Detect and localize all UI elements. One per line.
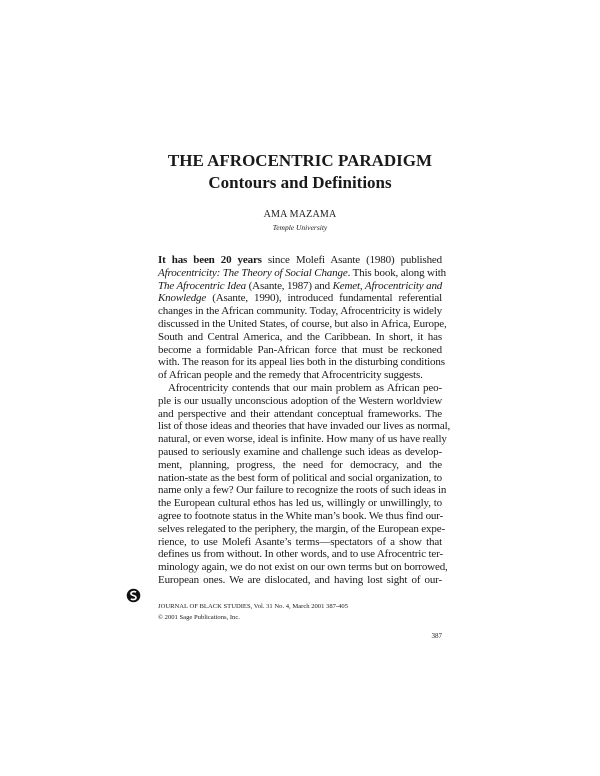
body-line [158,382,442,395]
body-line [158,369,442,382]
sage-logo-icon [126,588,141,603]
body-line [158,317,447,331]
bold-lead-text: It has been 20 years [158,254,262,266]
italic-title-text: The Afrocentric Idea [158,279,247,292]
author-affiliation: Temple University [272,223,328,232]
body-line [158,536,442,549]
body-line [158,522,445,536]
body-text: paused to seriously examine and challenge such ideas as develop- [158,445,442,458]
body-text: with. The reason for its appeal lies both in the disturbing conditions [158,356,445,369]
body-text: ment, planning, progress, the need for democracy, and the [158,458,442,471]
body-line [158,344,442,357]
body-line [158,433,447,446]
body-text: selves relegated to the periphery, the margin, of the European expe- [158,522,445,535]
body-text: ple is our usually unconscious adoption of the Western worldview [158,394,442,407]
body-text: discussed in the United States, of course, but also in Africa, Europe, [158,317,447,330]
copyright-notice: © 2001 Sage Publications, Inc. [158,614,240,621]
body-line [158,305,442,318]
journal-citation: JOURNAL OF BLACK STUDIES, Vol. 31 No. 4, March 2001 387-405 [158,603,349,610]
body-text: name only a few? Our failure to recognize the roots of such ideas in [158,484,447,497]
italic-title-text: Kemet, Afrocentricity and [332,279,443,292]
body-text: defines us from without. In other words, and to use Afrocentric ter- [158,548,443,561]
article-body [158,254,451,587]
body-line [158,548,442,561]
body-text: since Molefi Asante (1980) published [261,254,442,266]
body-text: Afrocentricity contends that our main problem as African peo- [168,381,442,394]
body-text: (Asante, 1987) and [246,279,333,292]
body-line [158,356,445,369]
body-line [158,331,442,344]
body-line [158,510,442,523]
body-line [158,446,442,459]
body-text: South and Central America, and the Caribbean. In short, it has [158,330,442,343]
article-subtitle: Contours and Definitions [208,173,392,192]
body-text: list of those ideas and theories that have invaded our lives as normal, [158,420,451,433]
body-text: (Asante, 1990), introduced fundamental referential [206,292,442,305]
article-title: THE AFROCENTRIC PARADIGM [167,151,433,170]
body-line [158,395,442,408]
body-line [158,280,442,293]
body-line [158,254,442,267]
body-text: . This book, along with [347,266,446,279]
page-number: 387 [431,632,442,640]
body-line [158,497,442,510]
body-text: of African people and the remedy that Afrocentricity suggests. [158,369,423,382]
body-text: the European cultural ethos has led us, willingly or unwillingly, to [158,497,442,510]
body-text: agree to footnote status in the White man’s book. We thus find our- [158,509,444,522]
body-line [158,408,442,421]
body-text: minology again, we do not exist on our own terms but on borrowed, [158,561,448,574]
body-text: become a formidable Pan-African force that must be reckoned [158,343,442,356]
body-text: nation-state as the best form of political and social organization, to [158,471,442,484]
body-line [158,420,451,433]
author-name: AMA MAZAMA [263,209,337,220]
body-text: natural, or even worse, ideal is infinite. How many of us have really [158,433,447,446]
body-text: European ones. We are dislocated, and having lost sight of our- [158,573,442,586]
body-text: and perspective and their attendant conceptual frameworks. The [158,407,442,420]
body-line [158,472,442,485]
body-line [158,484,447,497]
body-line [158,266,446,280]
body-line [158,574,442,587]
body-line [158,561,448,574]
body-line [158,292,442,305]
body-line [158,459,442,472]
italic-title-text: Afrocentricity: The Theory of Social Change [158,266,348,279]
body-text: changes in the African community. Today, Afrocentricity is widely [158,305,442,318]
body-text: rience, to use Molefi Asante’s terms—spectators of a show that [158,535,442,548]
italic-title-text: Knowledge [158,292,207,305]
